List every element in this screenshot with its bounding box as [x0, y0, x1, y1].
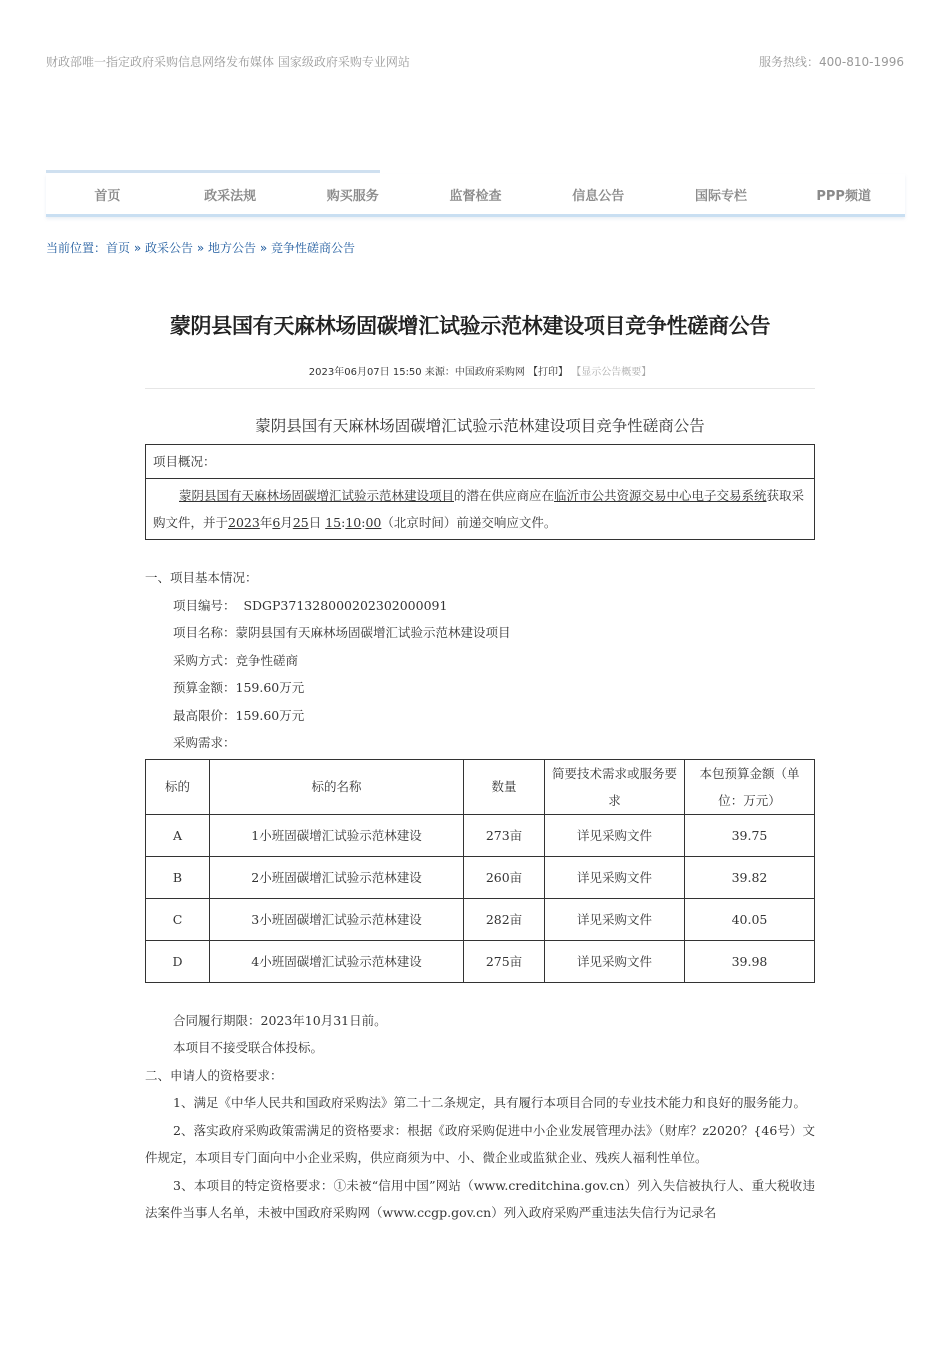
breadcrumb-separator: »: [130, 241, 146, 255]
procurement-method: 采购方式：竞争性磋商: [173, 652, 299, 668]
table-cell: 39.82: [685, 856, 815, 898]
project-name: 项目名称：蒙阴县国有天麻林场固碳增汇试验示范林建设项目: [173, 625, 511, 640]
overview-text-part: （北京时间）前递交响应文件。: [381, 515, 557, 530]
nav-item-purchase-services[interactable]: 购买服务: [326, 188, 379, 204]
nav-item-international[interactable]: 国际专栏: [694, 188, 747, 204]
table-row: [146, 856, 815, 898]
table-cell: 260亩: [464, 856, 545, 898]
site-tagline: 财政部唯一指定政府采购信息网络发布媒体 国家级政府采购专业网站: [46, 55, 410, 69]
nav-item-ppp[interactable]: PPP频道: [816, 188, 871, 204]
table-cell: 详见采购文件: [545, 814, 685, 856]
contract-period: 合同履行期限：2023年10月31日前。: [173, 1012, 387, 1028]
table-cell: 4小班固碳增汇试验示范林建设: [210, 940, 464, 982]
deadline-year: 2023: [228, 515, 260, 530]
no-consortium-note: 本项目不接受联合体投标。: [173, 1040, 324, 1055]
overview-project-name: 蒙阴县国有天麻林场固碳增汇试验示范林建设项目: [179, 488, 455, 503]
overview-system-name: 临沂市公共资源交易中心电子交易系统: [554, 488, 767, 503]
article-meta: [145, 363, 815, 378]
deadline-hour: 15: [325, 515, 342, 530]
publish-datetime: 2023年06月07日 15:50: [308, 367, 422, 378]
table-cell: 275亩: [464, 940, 545, 982]
table-row: [146, 814, 815, 856]
overview-text-part: :: [341, 515, 346, 530]
table-cell: D: [146, 940, 210, 982]
overview-text: [146, 479, 815, 540]
breadcrumb: [46, 239, 355, 256]
nav-item-regulations[interactable]: 政采法规: [204, 188, 257, 204]
source-label: 来源：: [424, 367, 455, 378]
table-header-cell: 标的名称: [210, 759, 464, 814]
overview-label: 项目概况：: [146, 445, 815, 479]
nav-item-supervision[interactable]: 监督检查: [449, 188, 502, 204]
overview-text-part: :: [361, 515, 366, 530]
qualification-3: 3、本项目的特定资格要求：①未被“信用中国”网站（www.creditchina.gov.cn）列入失信被执行人、重大税收违法案件当事人名单，未被中国政府采购网（www.ccgp.gov.cn）列入政府采购严重违法失信行为记录名: [145, 1177, 815, 1220]
table-cell: B: [146, 856, 210, 898]
nav-item-home[interactable]: 首页: [94, 188, 121, 204]
breadcrumb-home[interactable]: 首页: [106, 241, 131, 255]
table-cell: 详见采购文件: [545, 856, 685, 898]
nav-accent-bar: [46, 170, 380, 173]
table-cell: 1小班固碳增汇试验示范林建设: [210, 814, 464, 856]
table-cell: 详见采购文件: [545, 898, 685, 940]
meta-divider: [145, 388, 815, 389]
overview-text-part: 的潜在供应商应在: [454, 488, 555, 503]
table-cell: 39.75: [685, 814, 815, 856]
table-cell: 273亩: [464, 814, 545, 856]
overview-text-part: 日: [308, 515, 326, 530]
table-header-cell: 本包预算金额（单位：万元）: [685, 759, 815, 814]
table-cell: 2小班固碳增汇试验示范林建设: [210, 856, 464, 898]
breadcrumb-procurement-notice[interactable]: 政采公告: [145, 241, 194, 255]
overview-text-part: 获取采购文件，并于: [153, 488, 805, 530]
article-title: 蒙阴县国有天麻林场固碳增汇试验示范林建设项目竞争性磋商公告: [169, 314, 771, 338]
section-heading-qualifications: 二、申请人的资格要求：: [145, 1067, 283, 1083]
hotline-number: 400-810-1996: [818, 55, 904, 69]
budget-amount: 预算金额：159.60万元: [173, 680, 305, 695]
qualification-1: 1、满足《中华人民共和国政府采购法》第二十二条规定，具有履行本项目合同的专业技术能力和良好的服务能力。: [173, 1095, 806, 1110]
overview-box: [145, 444, 815, 540]
requirements-table: [145, 759, 815, 983]
table-cell: 3小班固碳增汇试验示范林建设: [210, 898, 464, 940]
table-cell: A: [146, 814, 210, 856]
deadline-minute: 10: [345, 515, 362, 530]
table-row: [146, 898, 815, 940]
breadcrumb-separator: »: [193, 241, 209, 255]
deadline-day: 25: [292, 515, 309, 530]
table-header-cell: 数量: [464, 759, 545, 814]
qualification-2: 2、落实政府采购政策需满足的资格要求：根据《政府采购促进中小企业发展管理办法》（财库？z2020？{46号）文件规定，本项目专门面向中小企业采购，供应商须为中、小、微企业或监狱企业、残疾人福利性单位。: [145, 1122, 815, 1165]
table-header-cell: 标的: [146, 759, 210, 814]
overview-text-part: 月: [280, 515, 293, 530]
deadline-month: 6: [272, 515, 281, 530]
table-header-cell: 简要技术需求或服务要求: [545, 759, 685, 814]
overview-text-part: 年: [259, 515, 273, 530]
breadcrumb-local-notice[interactable]: 地方公告: [208, 241, 257, 255]
project-number: 项目编号： SDGP371328000202302000091: [173, 597, 448, 613]
procurement-requirements-label: 采购需求：: [173, 735, 236, 750]
service-hotline: [759, 53, 904, 70]
table-cell: 40.05: [685, 898, 815, 940]
table-cell: 39.98: [685, 940, 815, 982]
show-summary-link[interactable]: 【显示公告概要】: [571, 367, 652, 378]
table-row: [146, 940, 815, 982]
nav-item-announcements[interactable]: 信息公告: [572, 188, 625, 204]
source-name: 中国政府采购网: [454, 367, 525, 378]
breadcrumb-current[interactable]: 竞争性磋商公告: [271, 241, 356, 255]
table-cell: 详见采购文件: [545, 940, 685, 982]
table-cell: C: [146, 898, 210, 940]
breadcrumb-separator: »: [256, 241, 272, 255]
section-heading-basic-info: 一、项目基本情况：: [145, 570, 258, 585]
deadline-second: 00: [365, 515, 382, 530]
table-cell: 282亩: [464, 898, 545, 940]
max-price: 最高限价：159.60万元: [173, 707, 305, 723]
main-nav: [46, 174, 905, 217]
document-title: 蒙阴县国有天麻林场固碳增汇试验示范林建设项目竞争性磋商公告: [255, 417, 705, 435]
breadcrumb-prefix: 当前位置：: [46, 241, 107, 255]
top-bar: [0, 0, 950, 30]
article-content: [145, 408, 815, 1227]
table-header-row: [146, 759, 815, 814]
print-button[interactable]: 【打印】: [528, 367, 569, 378]
hotline-label: 服务热线：: [758, 55, 819, 69]
